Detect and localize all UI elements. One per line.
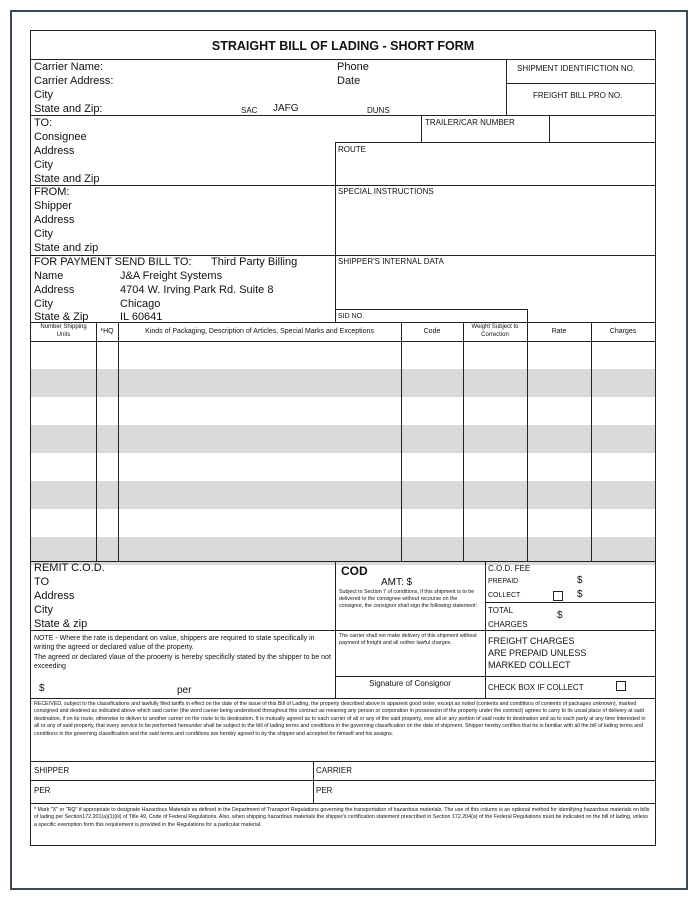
sac-value: JAFG [273,103,299,114]
bill-name-value: J&A Freight Systems [120,270,223,282]
charges-label: CHARGES [488,620,528,629]
col-rate-label: Rate [551,328,567,335]
note-value-text: NOTE - Where the rate is dependant on value, shippers are required to state specifically in writing the agreed or declared value of the property. [34,635,315,651]
col-weight-label-1: Weight Subject to [471,324,519,330]
carrier-delivery-text: The carrier shall not make delivery of this shipment without payment of freight and all oother lawful charges. [339,633,477,646]
cod-title: COD [341,564,368,578]
total-dollar: $ [557,610,563,621]
freight-bill-label: FREIGHT BILL PRO NO. [533,91,623,100]
collect-dollar: $ [577,589,583,600]
date-label: Date [337,75,361,87]
carrier-state-zip-label: State and Zip: [34,103,103,115]
col-weight-label-2: Correction [481,332,509,338]
collect-label: COLLECT [488,592,521,599]
from-label: FROM: [34,186,70,198]
from-state-zip-label: State and zip [34,242,99,254]
bill-to-label: FOR PAYMENT SEND BILL TO: [34,256,192,268]
freight-charges-line2: ARE PREPAID UNLESS [488,648,587,658]
phone-label: Phone [337,61,369,73]
consignee-label: Consignee [34,131,87,143]
bill-state-zip-label: State & Zip [34,311,89,323]
sac-label: SAC [241,106,258,115]
col-charges-label: Charges [609,328,637,335]
freight-charges-line1: FREIGHT CHARGES [488,636,575,646]
shipment-id-label: SHIPMENT IDENTIFICTION NO. [517,64,636,73]
to-address-label: Address [34,145,75,157]
route-label: ROUTE [338,145,366,154]
bill-city-value: Chicago [120,298,161,310]
hazmat-footnote: * Mark "X" or "RQ" if appropriate to designate Hazardous Materials as defined in the Department of Transport Regulations governing the transportation of hazardous materials. The use of this column is an optional method for identifying hazardous materials on bills of lading per Section172.201(a)(1)(iii) of Title 49, Code of Federal Regulations. Also, when shipping hazardous materials the shipper's certification statement prescribed in Section 172.204(a) of the Federal Regulations must be indicated on the bill of lading, unless a specific exemption form this requirement is provided in the Regulations for a particular material. [34,807,650,828]
cod-amount-label: AMT: $ [381,577,413,588]
carrier-per-label: PER [316,786,333,795]
col-units-label-1: Number Shipping [40,324,87,330]
bill-address-label: Address [34,284,75,296]
table-row-shade [31,369,655,397]
bill-of-lading-form [30,30,656,846]
col-hq-label: *HQ [100,328,114,335]
note-dollar: $ [39,683,45,694]
trailer-number-label: TRAILER/CAR NUMBER [425,118,515,127]
internal-data-label: SHIPPER'S INTERNAL DATA [338,257,444,266]
total-label: TOTAL [488,606,514,615]
remit-state-zip-label: State & zip [34,618,88,630]
cod-subject-text: Subject to Section 7 of conditions, if this shipment is to be delivered to the consignee without recourse on the consignor, the consignor shall sign the following statement: [339,589,478,609]
bill-city-label: City [34,298,53,310]
remit-to-label: TO [34,576,50,588]
bill-address-value: 4704 W. Irving Park Rd. Suite 8 [120,284,274,296]
carrier-address-label: Carrier Address: [34,75,114,87]
note-declared-text: The agreed or declared vlaue of the prooerty is hereby specificlly stated by the shipper to be not exceeding [34,654,331,670]
form-title: STRAIGHT BILL OF LADING - SHORT FORM [211,39,475,53]
prepaid-label: PREPAID [488,578,519,585]
bill-name-label: Name [34,270,64,282]
col-units-label-2: Units [56,332,71,338]
consignor-signature-label: Signature of Consignor [369,679,451,688]
shipper-signature-label: SHIPPER [34,766,70,775]
bill-to-value: Third Party Billing [211,256,298,268]
remit-address-label: Address [34,590,75,602]
to-city-label: City [34,159,53,171]
cod-fee-label: C.O.D. FEE [488,564,531,573]
to-state-zip-label: State and Zip [34,173,100,185]
bill-state-zip-value: IL 60641 [120,311,163,323]
carrier-city-label: City [34,89,53,101]
to-label: TO: [34,117,53,129]
duns-label: DUNS [367,106,390,115]
special-instructions-label: SPECIAL INSTRUCTIONS [338,187,434,196]
col-code-label: Code [423,328,441,335]
from-city-label: City [34,228,53,240]
shipper-label: Shipper [34,200,72,212]
col-description-label: Kinds of Packaging, Description of Articles, Special Marks and Exceptions [145,328,374,335]
prepaid-dollar: $ [577,575,583,586]
table-row-shade [31,425,655,453]
check-box-collect-label: CHECK BOX IF COLLECT [488,683,584,692]
collect-freight-checkbox[interactable] [616,681,626,691]
freight-charges-line3: MARKED COLLECT [488,660,571,670]
carrier-signature-label: CARRIER [316,766,353,775]
note-per: per [177,685,192,696]
collect-checkbox[interactable] [553,591,563,601]
from-address-label: Address [34,214,75,226]
carrier-name-label: Carrier Name: [34,61,104,73]
sid-no-label: SID NO. [338,313,365,320]
table-row-shade [31,481,655,509]
received-terms-text: RECEIVED, subject to the classifications and lawfully filed tariffs in effect on the date of the issue of this Bill of Lading, the property described above in apparent good order, except as noted (contents and conditions of contents of packages unknown), marked consigned and destined as indicated above which said carrier (the word carrier being understood throughout this contract as meaning any person or corporation in possession of the property under the contract) agrees to carry to its usual place of delivery at said destination, if on its route, otherwise to deliver to another carrier on the route to its destination. It is mutually agreed as to each carrier of all or any of the said property, over all or any portion of said route to destination and as to each party at any time interested in all or any of said property, that every service to be performed hereunder shall be subject to the bill of lading terms and conditions in the governing classification on the date of shipment. Shipper hereby certifies that he is familiar with all the bill of lading terms and conditions in the governing classification and the said terms and conditions are hereby agreed to by the shipper and accepted for himself and his assigns. [34,701,646,737]
shipper-per-label: PER [34,786,51,795]
remit-cod-label: REMIT C.O.D. [34,562,105,574]
remit-city-label: City [34,604,53,616]
